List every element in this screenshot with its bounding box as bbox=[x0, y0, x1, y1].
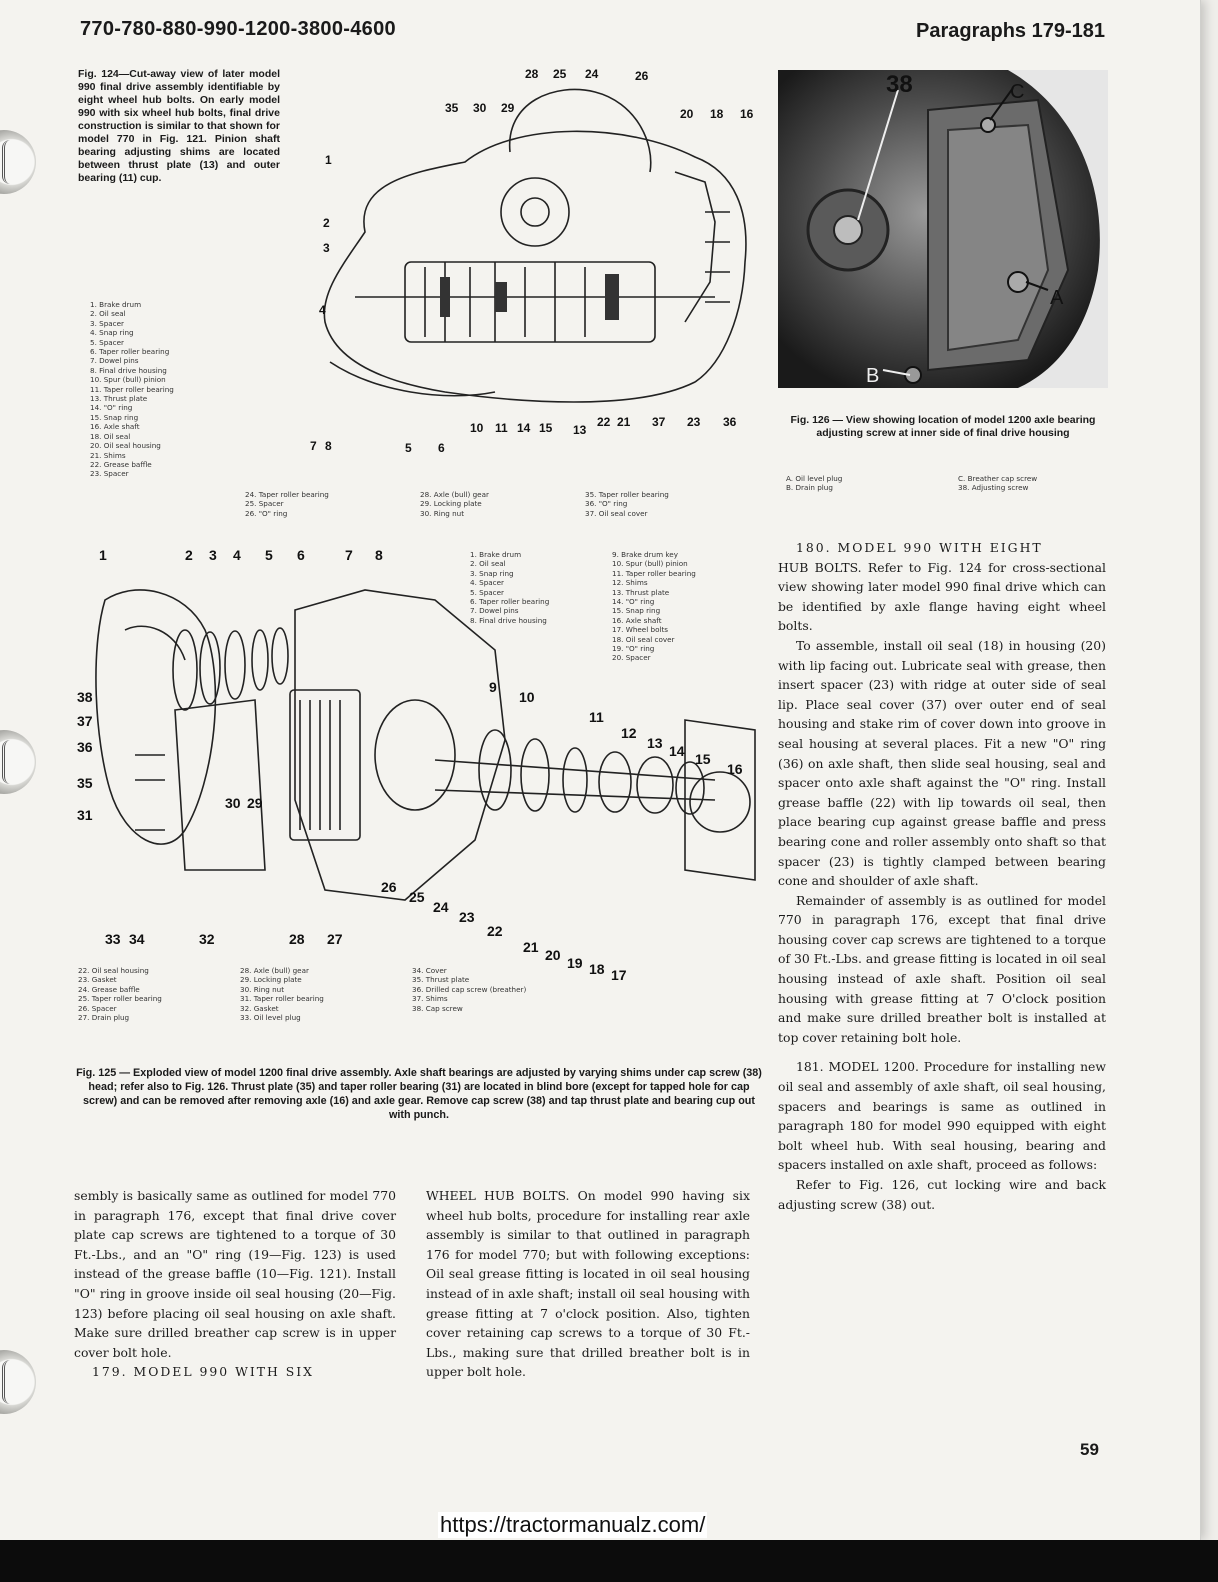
photo-label-38: 38 bbox=[886, 71, 913, 98]
legend-item: 36. "O" ring bbox=[585, 499, 628, 509]
fig124-callout: 21 bbox=[617, 415, 631, 429]
fig125-callout: 32 bbox=[199, 931, 215, 947]
legend-item: 32. Gasket bbox=[240, 1003, 279, 1013]
legend-item: 38. Adjusting screw bbox=[958, 483, 1029, 493]
fig124-callout: 2 bbox=[323, 216, 330, 230]
fig124-callout: 10 bbox=[470, 421, 484, 435]
fig124-callout: 16 bbox=[740, 107, 754, 121]
fig124-callout: 6 bbox=[438, 441, 445, 455]
legend-item: 34. Cover bbox=[412, 966, 447, 975]
fig125-callout: 26 bbox=[381, 879, 397, 895]
page-number: 59 bbox=[1080, 1440, 1099, 1459]
fig125-callout: 35 bbox=[77, 775, 93, 791]
fig125-legend-bottom-3 bbox=[412, 966, 526, 1013]
legend-item: B. Drain plug bbox=[786, 483, 833, 493]
fig125-callout: 24 bbox=[433, 899, 449, 915]
fig124-callout: 14 bbox=[517, 421, 531, 435]
legend-item: 22. Grease baffle bbox=[90, 459, 152, 469]
fig124-callout: 5 bbox=[405, 441, 412, 455]
fig125-callout: 36 bbox=[77, 739, 93, 755]
photo-label-c: C bbox=[1010, 81, 1025, 103]
fig125-callout: 34 bbox=[129, 931, 145, 947]
legend-item: 6. Taper roller bearing bbox=[90, 347, 170, 357]
legend-item: 23. Gasket bbox=[78, 975, 117, 985]
legend-item: 26. "O" ring bbox=[245, 508, 288, 518]
legend-item: 28. Axle (bull) gear bbox=[240, 966, 309, 975]
fig126-legend-right bbox=[958, 474, 1088, 493]
legend-item: 27. Drain plug bbox=[78, 1013, 130, 1023]
legend-item: 16. Axle shaft bbox=[612, 615, 662, 625]
fig125-callout: 1 bbox=[99, 547, 107, 563]
fig125-callout: 3 bbox=[209, 547, 217, 563]
legend-item: 25. Spacer bbox=[245, 499, 284, 509]
legend-item: 8. Final drive housing bbox=[470, 615, 547, 625]
fig125-caption: Fig. 125 — Exploded view of model 1200 final drive assembly. Axle shaft bearings are adjusted by varying shims under cap screw (38) head; refer also to Fig. 126. Thrust plate (35) and taper roller bearing (31) are located in blind bore (except for tapped hole for cap screw) and can be removed after removing axle (16) and axle gear. Remove cap screw (38) and tap thrust plate and bearing cup out with punch. bbox=[76, 1067, 762, 1121]
legend-item: 14. "O" ring bbox=[612, 597, 655, 607]
fig124-callout: 4 bbox=[319, 303, 326, 317]
legend-item: 30. Ring nut bbox=[240, 984, 285, 994]
paragraph-181-refer: Refer to Fig. 126, cut locking wire and back adjusting screw (38) out. bbox=[778, 1177, 1106, 1212]
bottom-band bbox=[0, 1540, 1218, 1582]
legend-item: 13. Thrust plate bbox=[612, 587, 670, 597]
fig125-callout: 14 bbox=[669, 743, 685, 759]
fig125-callout: 13 bbox=[647, 735, 663, 751]
legend-item: 11. Taper roller bearing bbox=[90, 384, 174, 394]
fig124-callout: 13 bbox=[573, 423, 587, 437]
header-paragraphs: Paragraphs 179-181 bbox=[915, 20, 1105, 42]
paragraph-179-body: WHEEL HUB BOLTS. On model 990 having six wheel hub bolts, procedure for installing rear axle assembly is similar to that outlined in paragraph 176 for model 770; but with following exceptions: Oil seal grease fitting is located in oil seal housing instead of in axle shaft; install oil seal housing with grease fitting at 7 o'clock position. Also, tighten cover retaining cap screws to a torque of 30 Ft.-Lbs., making sure that drilled breather bolt is in upper bolt hole. bbox=[426, 1188, 750, 1380]
legend-item: 6. Taper roller bearing bbox=[470, 597, 550, 607]
paragraph-180-body: To assemble, install oil seal (18) in housing (20) with lip facing out. Lubricate seal with grease, then insert spacer (23) with ridge at outer side of seal lip. Place seal cover (37) over outer end of seal housing and stake rim of cover down into groove in seal housing at several places. Fit a new "O" ring (36) on axle shaft, then slide seal housing, seal and spacer onto axle shaft against the "O" ring. Install grease baffle (22) with lip towards oil seal, then place bearing cup against grease baffle and press bearing cone and roller assembly onto shaft so that spacer (23) is tightly clamped between bearing cone and shoulder of axle shaft. bbox=[778, 637, 1106, 889]
legend-item: 9. Brake drum key bbox=[612, 550, 678, 559]
legend-item: A. Oil level plug bbox=[786, 474, 843, 483]
legend-item: 3. Snap ring bbox=[470, 568, 514, 578]
legend-item: 3. Spacer bbox=[90, 318, 125, 328]
fig124-callout: 3 bbox=[323, 241, 330, 255]
legend-item: 17. Wheel bolts bbox=[612, 625, 669, 635]
legend-item: 7. Dowel pins bbox=[470, 606, 519, 616]
fig126-caption: Fig. 126 — View showing location of model 1200 axle bearing adjusting screw at inner side of final drive housing bbox=[790, 414, 1096, 439]
fig126-legend-left bbox=[786, 474, 842, 493]
fig124-cutaway-drawing bbox=[295, 62, 765, 462]
legend-item: 25. Taper roller bearing bbox=[78, 994, 162, 1004]
legend-item: 29. Locking plate bbox=[240, 975, 302, 985]
legend-item: 24. Grease baffle bbox=[78, 984, 140, 994]
legend-item: 23. Spacer bbox=[90, 469, 129, 479]
fig125-callout: 8 bbox=[375, 547, 383, 563]
header-models: 770-780-880-990-1200-3800-4600 bbox=[80, 18, 396, 40]
left-column bbox=[74, 1186, 396, 1382]
fig125-callout: 12 bbox=[621, 725, 637, 741]
fig125-callout: 33 bbox=[105, 931, 121, 947]
fig124-callout: 25 bbox=[553, 67, 567, 81]
fig125-callout: 22 bbox=[487, 923, 503, 939]
legend-item: 1. Brake drum bbox=[470, 550, 522, 559]
paragraph-180-heading: 180. MODEL 990 WITH EIGHT bbox=[796, 540, 1043, 555]
fig125-callout: 30 bbox=[225, 795, 241, 811]
watermark-url[interactable]: https://tractormanualz.com/ bbox=[440, 1512, 706, 1537]
middle-column bbox=[426, 1186, 750, 1382]
photo-label-a: A bbox=[1050, 287, 1064, 309]
fig125-callout: 17 bbox=[611, 967, 627, 980]
legend-item: 18. Oil seal cover bbox=[612, 634, 675, 644]
legend-item: 5. Spacer bbox=[90, 337, 125, 347]
fig125-callout: 5 bbox=[265, 547, 273, 563]
fig125-callout: 2 bbox=[185, 547, 193, 563]
fig125-callout: 20 bbox=[545, 947, 561, 963]
right-column bbox=[778, 538, 1106, 1214]
photo-label-b: B bbox=[866, 365, 880, 387]
legend-item: 35. Thrust plate bbox=[412, 975, 470, 985]
fig125-callout: 25 bbox=[409, 889, 425, 905]
legend-item: 15. Snap ring bbox=[612, 606, 661, 616]
legend-item: 20. Oil seal housing bbox=[90, 441, 161, 451]
fig125-legend-top-right bbox=[612, 550, 696, 663]
legend-item: 4. Spacer bbox=[470, 578, 505, 588]
fig124-legend-d bbox=[585, 490, 669, 518]
fig124-callout: 29 bbox=[501, 101, 515, 115]
fig124-callout: 18 bbox=[710, 107, 724, 121]
legend-item: 2. Oil seal bbox=[470, 559, 506, 569]
fig124-callout: 28 bbox=[525, 67, 539, 81]
fig125-callout: 9 bbox=[489, 679, 497, 695]
legend-item: 37. Shims bbox=[412, 994, 448, 1004]
legend-item: 29. Locking plate bbox=[420, 499, 482, 509]
legend-item: 1. Brake drum bbox=[90, 300, 142, 309]
fig125-callout: 19 bbox=[567, 955, 583, 971]
binder-hole bbox=[0, 730, 36, 794]
legend-item: 31. Taper roller bearing bbox=[240, 994, 324, 1004]
legend-item: 8. Final drive housing bbox=[90, 365, 167, 375]
fig125-callout: 38 bbox=[77, 689, 93, 705]
paragraph-180-remainder: Remainder of assembly is as outlined for model 770 in paragraph 176, except that final drive housing cover cap screws are tightened to a torque of 30 Ft.-Lbs. and grease fitting is located in oil seal housing instead of axle shaft. Position oil seal housing with grease fitting at 7 O'clock position and make sure drilled breather bolt is installed at top cover retaining bolt hole. bbox=[778, 892, 1106, 1045]
binder-hole bbox=[0, 1350, 36, 1414]
fig124-callout: 1 bbox=[325, 153, 332, 167]
fig125-legend-bottom-2 bbox=[240, 966, 324, 1022]
fig125-callout: 11 bbox=[589, 709, 604, 725]
fig125-callout: 6 bbox=[297, 547, 305, 563]
legend-item: 13. Thrust plate bbox=[90, 394, 148, 404]
fig124-callout: 24 bbox=[585, 67, 599, 81]
legend-item: 10. Spur (bull) pinion bbox=[90, 375, 166, 385]
legend-item: 24. Taper roller bearing bbox=[245, 490, 329, 499]
fig125-callout: 27 bbox=[327, 931, 343, 947]
fig124-callout: 23 bbox=[687, 415, 701, 429]
legend-item: 18. Oil seal bbox=[90, 431, 131, 441]
fig124-callout: 22 bbox=[597, 415, 611, 429]
legend-item: 14. "O" ring bbox=[90, 403, 133, 413]
fig125-callout: 37 bbox=[77, 713, 93, 729]
paragraph-180-intro: HUB BOLTS. Refer to Fig. 124 for cross-sectional view showing later model 990 final drive which can be identified by axle flange having eight wheel bolts. bbox=[778, 559, 1106, 634]
fig124-callout: 35 bbox=[445, 101, 459, 115]
legend-item: 35. Taper roller bearing bbox=[585, 490, 669, 499]
fig125-callout: 18 bbox=[589, 961, 605, 977]
legend-item: 38. Cap screw bbox=[412, 1003, 463, 1013]
fig125-callout: 31 bbox=[77, 807, 93, 823]
fig125-callout: 23 bbox=[459, 909, 475, 925]
fig124-caption: Fig. 124—Cut-away view of later model 990 final drive assembly identifiable by eight wheel hub bolts. On early model 990 with six wheel hub bolts, final drive construction is similar to that shown for model 770 in Fig. 121. Pinion shaft bearing adjusting shims are located between thrust plate (13) and outer bearing (11) cup. bbox=[78, 68, 280, 184]
legend-item: 12. Shims bbox=[612, 578, 648, 588]
fig124-callout: 36 bbox=[723, 415, 737, 429]
legend-item: 16. Axle shaft bbox=[90, 422, 140, 432]
legend-item: 15. Snap ring bbox=[90, 412, 139, 422]
fig125-callout: 4 bbox=[233, 547, 241, 563]
legend-item: 5. Spacer bbox=[470, 587, 505, 597]
fig124-callout: 8 bbox=[325, 439, 332, 453]
legend-item: 30. Ring nut bbox=[420, 508, 465, 518]
fig125-callout: 29 bbox=[247, 795, 263, 811]
legend-item: 37. Oil seal cover bbox=[585, 508, 648, 518]
fig125-legend-top-left bbox=[470, 550, 549, 625]
fig125-callout: 21 bbox=[523, 939, 539, 955]
legend-item: C. Breather cap screw bbox=[958, 474, 1038, 483]
fig126-photo-drawing bbox=[778, 70, 1108, 388]
legend-item: 4. Snap ring bbox=[90, 328, 134, 338]
fig125-callout: 10 bbox=[519, 689, 535, 705]
legend-item: 2. Oil seal bbox=[90, 309, 126, 319]
legend-item: 20. Spacer bbox=[612, 653, 651, 663]
legend-item: 33. Oil level plug bbox=[240, 1013, 301, 1023]
fig124-callout: 37 bbox=[652, 415, 666, 429]
fig124-legend-b bbox=[245, 490, 329, 518]
fig124-callout: 30 bbox=[473, 101, 487, 115]
fig125-callout: 16 bbox=[727, 761, 743, 777]
legend-item: 36. Drilled cap screw (breather) bbox=[412, 984, 527, 994]
fig125-callout: 15 bbox=[695, 751, 711, 767]
legend-item: 28. Axle (bull) gear bbox=[420, 490, 489, 499]
legend-item: 19. "O" ring bbox=[612, 644, 655, 654]
fig124-callout: 20 bbox=[680, 107, 694, 121]
legend-item: 21. Shims bbox=[90, 450, 126, 460]
paragraph-179-heading: 179. MODEL 990 WITH SIX bbox=[92, 1364, 314, 1380]
fig124-callout: 15 bbox=[539, 421, 553, 435]
legend-item: 26. Spacer bbox=[78, 1003, 117, 1013]
legend-item: 22. Oil seal housing bbox=[78, 966, 149, 975]
legend-item: 11. Taper roller bearing bbox=[612, 568, 696, 578]
paragraph-181: 181. MODEL 1200. Procedure for installing new oil seal and assembly of axle shaft, oil seal housing, spacers and bearings is same as outlined in paragraph 180 for model 990 equipped with eight bolt wheel hub. With seal housing, bearing and spacers installed on axle shaft, proceed as follows: bbox=[778, 1059, 1106, 1173]
fig124-callout: 11 bbox=[495, 421, 508, 435]
paragraph-178-continued: sembly is basically same as outlined for model 770 in paragraph 176, except that final drive cover plate cap screws are tightened to a torque of 30 Ft.-Lbs., and an "O" ring (19—Fig. 123) is used instead of the grease baffle (10—Fig. 121). Install "O" ring in groove inside oil seal housing (20—Fig. 123) before placing oil seal housing on axle shaft. Make sure drilled breather cap screw is in upper cover bolt hole. bbox=[74, 1188, 396, 1360]
fig124-callout: 26 bbox=[635, 69, 649, 83]
legend-item: 10. Spur (bull) pinion bbox=[612, 559, 688, 569]
fig125-callout: 28 bbox=[289, 931, 305, 947]
fig124-legend-a bbox=[90, 300, 174, 479]
legend-item: 7. Dowel pins bbox=[90, 356, 139, 366]
fig124-callout: 7 bbox=[310, 439, 317, 453]
binder-hole bbox=[0, 130, 36, 194]
fig125-legend-bottom-1 bbox=[78, 966, 162, 1022]
fig126-photo bbox=[778, 70, 1108, 388]
fig124-legend-c bbox=[420, 490, 489, 518]
fig125-callout: 7 bbox=[345, 547, 353, 563]
